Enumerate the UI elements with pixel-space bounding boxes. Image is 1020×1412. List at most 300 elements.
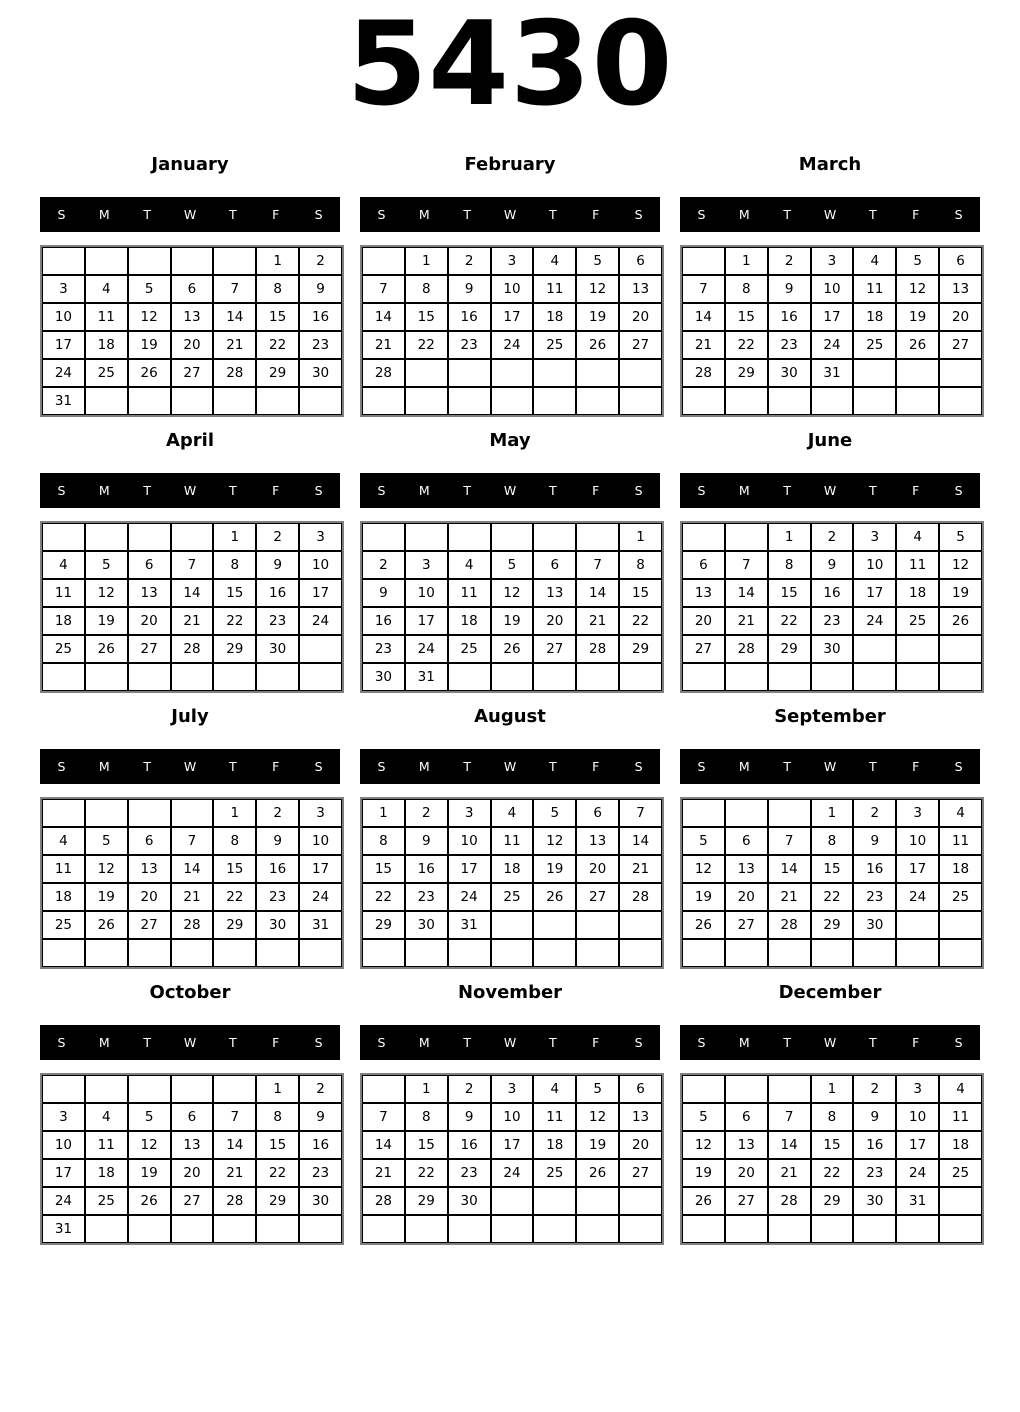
day-cell: 9 (448, 275, 491, 303)
day-cell (299, 663, 342, 691)
day-cell: 5 (682, 1103, 725, 1131)
week-row (362, 799, 662, 827)
day-cell: 30 (853, 911, 896, 939)
day-cell: 11 (448, 579, 491, 607)
day-cell: 2 (362, 551, 405, 579)
weekday-label: W (183, 206, 197, 222)
week-row (362, 1187, 662, 1215)
day-cell: 29 (256, 1187, 299, 1215)
day-cell (491, 387, 534, 415)
week-row (682, 359, 982, 387)
week-row (42, 663, 342, 691)
day-cell: 14 (725, 579, 768, 607)
day-cell: 14 (213, 303, 256, 331)
day-cell: 30 (256, 635, 299, 663)
day-cell: 17 (405, 607, 448, 635)
day-cell: 7 (576, 551, 619, 579)
week-row (42, 827, 342, 855)
months-grid (0, 154, 1020, 1245)
weekday-label: M (98, 1034, 110, 1050)
day-cell: 11 (491, 827, 534, 855)
day-cell: 11 (42, 855, 85, 883)
day-cell: 27 (171, 359, 214, 387)
week-row (682, 635, 982, 663)
day-cell: 30 (405, 911, 448, 939)
day-cell: 18 (939, 855, 982, 883)
week-row (42, 635, 342, 663)
month-block (360, 706, 660, 969)
weekday-label: S (634, 482, 643, 498)
day-cell: 30 (768, 359, 811, 387)
day-cell: 18 (42, 883, 85, 911)
day-cell: 10 (299, 827, 342, 855)
day-cell: 23 (853, 1159, 896, 1187)
day-cell: 5 (939, 523, 982, 551)
day-cell (362, 523, 405, 551)
day-cell: 29 (811, 1187, 854, 1215)
day-cell (128, 387, 171, 415)
day-cell: 17 (491, 1131, 534, 1159)
day-cell (362, 387, 405, 415)
day-cell: 15 (811, 855, 854, 883)
day-cell (171, 1075, 214, 1103)
week-row (362, 331, 662, 359)
day-cell: 4 (533, 247, 576, 275)
day-cell: 17 (491, 303, 534, 331)
day-cell: 27 (128, 635, 171, 663)
week-row (42, 607, 342, 635)
day-cell (299, 1215, 342, 1243)
day-cell: 25 (533, 1159, 576, 1187)
day-cell: 15 (256, 1131, 299, 1159)
week-row (42, 939, 342, 967)
month-block (360, 430, 660, 693)
day-cell (682, 1075, 725, 1103)
day-cell: 5 (85, 827, 128, 855)
day-cell: 19 (939, 579, 982, 607)
day-cell (939, 387, 982, 415)
day-cell: 14 (171, 855, 214, 883)
week-row (682, 1103, 982, 1131)
day-cell: 5 (491, 551, 534, 579)
month-title: August (474, 705, 546, 727)
day-cell (939, 635, 982, 663)
day-cell: 16 (299, 303, 342, 331)
day-cell (128, 523, 171, 551)
day-cell: 16 (811, 579, 854, 607)
weekday-label: F (272, 1034, 280, 1050)
day-cell: 23 (256, 607, 299, 635)
day-cell: 25 (939, 883, 982, 911)
day-cell (42, 247, 85, 275)
day-cell: 26 (576, 331, 619, 359)
week-row (682, 551, 982, 579)
day-cell: 28 (362, 1187, 405, 1215)
weekday-label: S (634, 1034, 643, 1050)
day-cell: 7 (213, 1103, 256, 1131)
day-cell: 17 (896, 1131, 939, 1159)
day-cell: 30 (362, 663, 405, 691)
day-cell: 22 (256, 1159, 299, 1187)
week-row (362, 1131, 662, 1159)
day-cell: 5 (576, 1075, 619, 1103)
weekday-bar (680, 197, 980, 232)
day-cell: 14 (619, 827, 662, 855)
week-row (42, 1103, 342, 1131)
day-cell: 1 (362, 799, 405, 827)
day-cell: 2 (256, 523, 299, 551)
day-cell: 31 (405, 663, 448, 691)
day-cell: 1 (619, 523, 662, 551)
day-cell (448, 1215, 491, 1243)
day-cell: 16 (299, 1131, 342, 1159)
day-cell: 11 (42, 579, 85, 607)
day-cell: 29 (619, 635, 662, 663)
day-cell: 21 (171, 607, 214, 635)
day-cell: 16 (448, 1131, 491, 1159)
day-cell (128, 663, 171, 691)
week-row (682, 1215, 982, 1243)
day-cell: 28 (576, 635, 619, 663)
day-cell (491, 939, 534, 967)
weekday-label: T (463, 206, 471, 222)
day-cell: 6 (619, 247, 662, 275)
weekday-label: S (954, 206, 963, 222)
day-cell: 1 (213, 523, 256, 551)
day-cell: 22 (362, 883, 405, 911)
day-cell (405, 939, 448, 967)
day-cell: 15 (619, 579, 662, 607)
weekday-label: T (549, 758, 557, 774)
day-cell: 29 (405, 1187, 448, 1215)
day-cell: 8 (725, 275, 768, 303)
weekday-label: T (463, 482, 471, 498)
week-row (682, 827, 982, 855)
weekday-label: M (98, 482, 110, 498)
day-cell: 26 (85, 635, 128, 663)
weekday-label: F (272, 206, 280, 222)
day-cell: 17 (811, 303, 854, 331)
day-cell: 19 (896, 303, 939, 331)
day-cell (725, 1075, 768, 1103)
day-cell: 22 (405, 331, 448, 359)
day-cell (448, 387, 491, 415)
day-cell: 30 (811, 635, 854, 663)
weekday-label: W (503, 206, 517, 222)
weekday-label: T (869, 1034, 877, 1050)
day-cell (128, 247, 171, 275)
day-cell (533, 663, 576, 691)
day-cell (576, 1187, 619, 1215)
day-cell: 16 (853, 1131, 896, 1159)
day-cell (896, 663, 939, 691)
weekday-bar (680, 473, 980, 508)
month-title: December (778, 981, 882, 1003)
day-cell: 3 (491, 1075, 534, 1103)
day-cell: 31 (42, 1215, 85, 1243)
week-row (682, 663, 982, 691)
month-block (680, 982, 980, 1245)
month-title: July (171, 705, 209, 727)
day-cell: 14 (362, 303, 405, 331)
day-cell: 3 (405, 551, 448, 579)
weekday-label: W (823, 758, 837, 774)
day-cell: 4 (533, 1075, 576, 1103)
day-cell: 27 (725, 911, 768, 939)
day-cell: 28 (213, 1187, 256, 1215)
day-cell (619, 1215, 662, 1243)
day-cell: 7 (362, 1103, 405, 1131)
day-cell (682, 387, 725, 415)
day-cell (213, 387, 256, 415)
weekday-label: F (592, 1034, 600, 1050)
day-cell: 27 (682, 635, 725, 663)
week-row (682, 523, 982, 551)
weekday-label: T (143, 758, 151, 774)
day-cell (299, 387, 342, 415)
day-cell (896, 1215, 939, 1243)
calendar-table (680, 245, 984, 417)
day-cell: 7 (619, 799, 662, 827)
day-cell: 27 (725, 1187, 768, 1215)
weekday-label: T (463, 1034, 471, 1050)
weekday-label: T (549, 482, 557, 498)
weekday-bar (360, 197, 660, 232)
day-cell (682, 523, 725, 551)
day-cell: 21 (171, 883, 214, 911)
day-cell: 31 (448, 911, 491, 939)
week-row (42, 247, 342, 275)
day-cell: 16 (256, 579, 299, 607)
day-cell: 26 (939, 607, 982, 635)
weekday-label: S (634, 206, 643, 222)
weekday-label: T (463, 758, 471, 774)
day-cell: 28 (171, 911, 214, 939)
day-cell: 6 (619, 1075, 662, 1103)
day-cell: 11 (85, 303, 128, 331)
day-cell: 22 (768, 607, 811, 635)
day-cell (896, 635, 939, 663)
weekday-label: S (377, 1034, 386, 1050)
day-cell: 19 (85, 883, 128, 911)
day-cell: 23 (448, 1159, 491, 1187)
day-cell: 20 (939, 303, 982, 331)
day-cell: 4 (448, 551, 491, 579)
day-cell (682, 939, 725, 967)
day-cell (491, 663, 534, 691)
day-cell: 23 (405, 883, 448, 911)
day-cell (768, 1215, 811, 1243)
day-cell: 30 (299, 359, 342, 387)
day-cell: 9 (811, 551, 854, 579)
weekday-label: S (377, 482, 386, 498)
day-cell: 13 (533, 579, 576, 607)
calendar-table (360, 797, 664, 969)
day-cell: 5 (576, 247, 619, 275)
week-row (362, 635, 662, 663)
day-cell: 7 (725, 551, 768, 579)
day-cell: 18 (896, 579, 939, 607)
day-cell: 7 (171, 827, 214, 855)
day-cell: 8 (768, 551, 811, 579)
day-cell: 24 (299, 607, 342, 635)
day-cell: 6 (939, 247, 982, 275)
day-cell: 1 (405, 247, 448, 275)
day-cell (725, 663, 768, 691)
week-row (682, 911, 982, 939)
weekday-bar (360, 1025, 660, 1060)
day-cell: 7 (682, 275, 725, 303)
weekday-label: T (783, 758, 791, 774)
weekday-bar (40, 749, 340, 784)
day-cell (491, 523, 534, 551)
day-cell (853, 663, 896, 691)
day-cell: 23 (768, 331, 811, 359)
month-title: April (165, 429, 215, 451)
week-row (682, 1159, 982, 1187)
day-cell: 24 (896, 883, 939, 911)
day-cell: 10 (42, 303, 85, 331)
weekday-label: W (183, 482, 197, 498)
day-cell (811, 387, 854, 415)
weekday-label: F (272, 758, 280, 774)
weekday-bar (360, 749, 660, 784)
day-cell (896, 939, 939, 967)
week-row (362, 939, 662, 967)
day-cell (619, 939, 662, 967)
week-row (42, 1075, 342, 1103)
day-cell: 4 (42, 827, 85, 855)
weekday-label: S (697, 206, 706, 222)
day-cell (256, 387, 299, 415)
day-cell: 3 (42, 1103, 85, 1131)
day-cell: 10 (491, 1103, 534, 1131)
week-row (42, 303, 342, 331)
day-cell (42, 663, 85, 691)
week-row (362, 883, 662, 911)
week-row (362, 387, 662, 415)
month-title: October (149, 981, 231, 1003)
weekday-label: M (738, 758, 750, 774)
day-cell: 23 (299, 1159, 342, 1187)
day-cell: 24 (491, 331, 534, 359)
day-cell (448, 939, 491, 967)
day-cell: 13 (619, 1103, 662, 1131)
day-cell: 10 (896, 827, 939, 855)
weekday-label: W (183, 1034, 197, 1050)
day-cell (939, 939, 982, 967)
weekday-bar (360, 473, 660, 508)
day-cell (85, 1215, 128, 1243)
week-row (42, 331, 342, 359)
day-cell: 8 (362, 827, 405, 855)
day-cell: 15 (362, 855, 405, 883)
weekday-label: T (229, 206, 237, 222)
day-cell (362, 939, 405, 967)
day-cell: 11 (896, 551, 939, 579)
day-cell: 9 (256, 551, 299, 579)
day-cell: 14 (682, 303, 725, 331)
week-row (362, 275, 662, 303)
day-cell (533, 387, 576, 415)
weekday-label: S (377, 758, 386, 774)
month-block (40, 154, 340, 417)
day-cell (85, 939, 128, 967)
weekday-label: W (823, 1034, 837, 1050)
day-cell (768, 663, 811, 691)
day-cell: 9 (299, 275, 342, 303)
day-cell: 20 (682, 607, 725, 635)
day-cell: 24 (405, 635, 448, 663)
day-cell: 13 (171, 303, 214, 331)
day-cell: 8 (405, 275, 448, 303)
weekday-label: M (98, 758, 110, 774)
day-cell: 4 (491, 799, 534, 827)
weekday-label: M (418, 206, 430, 222)
week-row (42, 883, 342, 911)
day-cell: 23 (362, 635, 405, 663)
week-row (42, 387, 342, 415)
day-cell (362, 1215, 405, 1243)
day-cell: 9 (853, 827, 896, 855)
day-cell (768, 1075, 811, 1103)
day-cell: 26 (128, 359, 171, 387)
day-cell: 10 (448, 827, 491, 855)
day-cell: 12 (491, 579, 534, 607)
weekday-label: T (549, 1034, 557, 1050)
day-cell (448, 663, 491, 691)
day-cell: 14 (362, 1131, 405, 1159)
day-cell: 19 (576, 1131, 619, 1159)
day-cell (811, 939, 854, 967)
week-row (682, 883, 982, 911)
day-cell: 28 (768, 911, 811, 939)
day-cell: 13 (939, 275, 982, 303)
day-cell: 4 (85, 1103, 128, 1131)
day-cell (491, 1187, 534, 1215)
day-cell: 13 (128, 579, 171, 607)
week-row (362, 1215, 662, 1243)
day-cell: 9 (853, 1103, 896, 1131)
day-cell: 11 (533, 275, 576, 303)
day-cell (576, 523, 619, 551)
day-cell: 3 (811, 247, 854, 275)
calendar-table (680, 1073, 984, 1245)
day-cell: 26 (128, 1187, 171, 1215)
day-cell (362, 1075, 405, 1103)
day-cell: 29 (213, 911, 256, 939)
month-block (40, 430, 340, 693)
day-cell: 7 (171, 551, 214, 579)
day-cell: 14 (213, 1131, 256, 1159)
day-cell (619, 911, 662, 939)
day-cell: 6 (128, 551, 171, 579)
day-cell: 21 (213, 331, 256, 359)
day-cell: 18 (42, 607, 85, 635)
day-cell (576, 911, 619, 939)
day-cell: 14 (576, 579, 619, 607)
day-cell: 27 (576, 883, 619, 911)
day-cell: 29 (725, 359, 768, 387)
weekday-label: M (738, 206, 750, 222)
day-cell (533, 359, 576, 387)
day-cell (128, 1215, 171, 1243)
day-cell: 20 (128, 607, 171, 635)
day-cell: 10 (811, 275, 854, 303)
day-cell: 12 (533, 827, 576, 855)
day-cell: 25 (939, 1159, 982, 1187)
day-cell: 10 (299, 551, 342, 579)
